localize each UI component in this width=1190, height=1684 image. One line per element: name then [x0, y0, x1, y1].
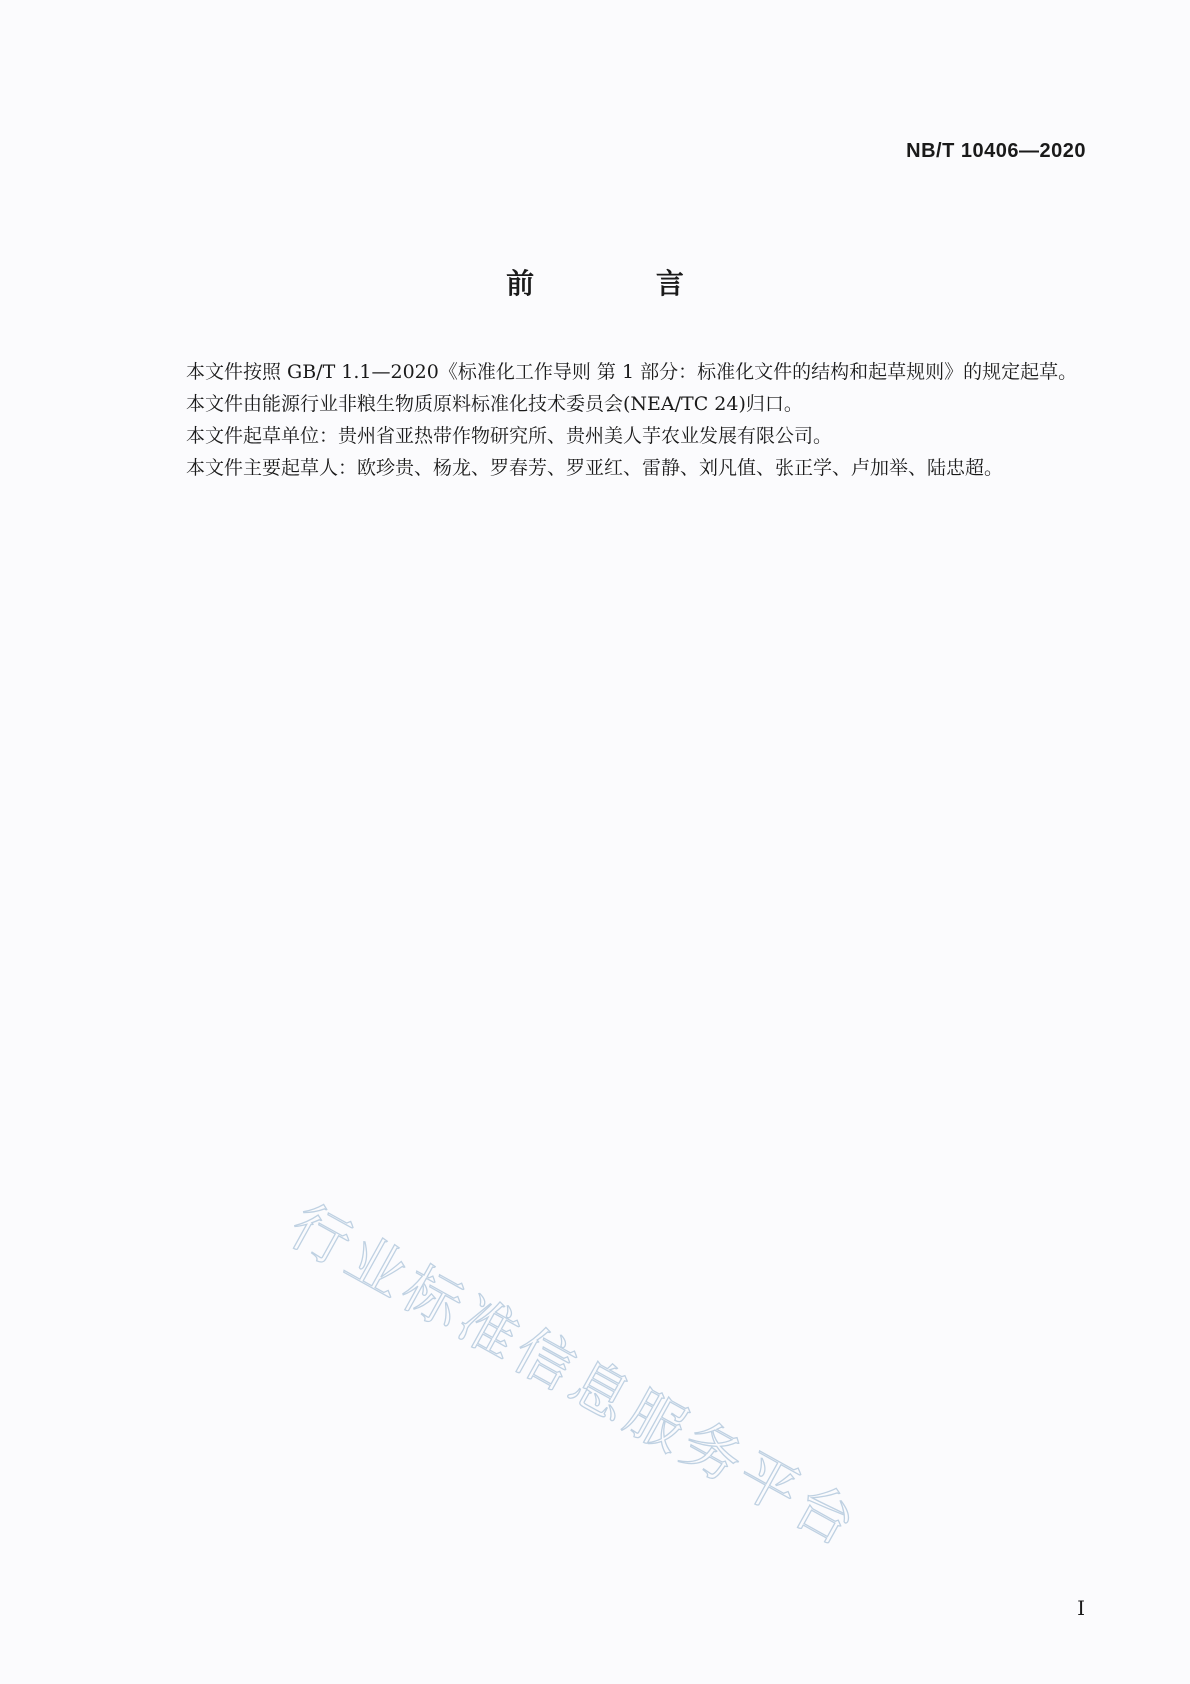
watermark: 行业标准信息服务平台 [278, 1191, 872, 1562]
paragraph-drafters: 本文件主要起草人：欧珍贵、杨龙、罗春芳、罗亚红、雷静、刘凡值、张正学、卢加举、陆忠超。 [186, 457, 1004, 479]
document-body [148, 356, 1092, 484]
page-title: 前 言 [506, 267, 740, 300]
standard-code: NB/T 10406—2020 [906, 140, 1086, 162]
paragraph-committee: 本文件由能源行业非粮生物质原料标准化技术委员会(NEA/TC 24)归口。 [186, 393, 803, 415]
paragraph-drafting-units: 本文件起草单位：贵州省亚热带作物研究所、贵州美人芋农业发展有限公司。 [186, 425, 833, 447]
paragraph-drafting-rules: 本文件按照 GB/T 1.1—2020《标准化工作导则 第 1 部分：标准化文件的结构和起草规则》的规定起草。 [186, 361, 1078, 383]
page-number: I [1077, 1596, 1085, 1620]
